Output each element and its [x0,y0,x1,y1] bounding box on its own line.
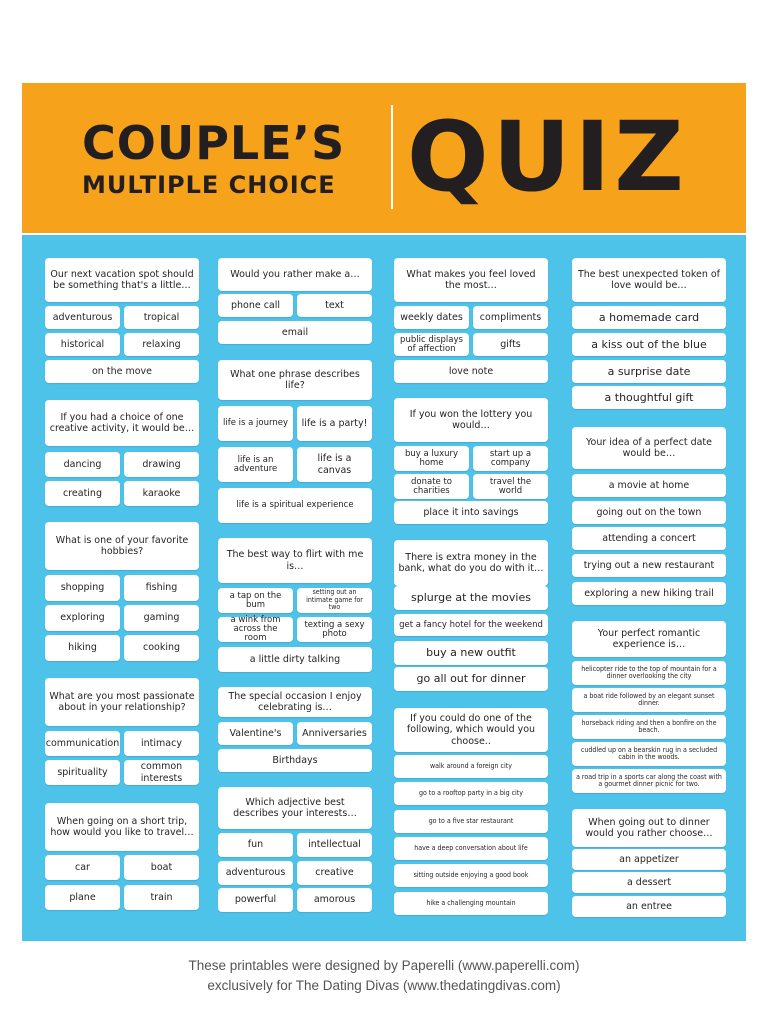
answer-option[interactable]: go all out for dinner [394,667,548,691]
answer-option[interactable]: place it into savings [394,501,548,524]
question-creative: If you had a choice of one creative activity, it would be… [45,400,199,446]
question-trip: When going on a short trip, how would you like to travel… [45,803,199,851]
question-perfect-date: Your idea of a perfect date would be… [572,427,726,469]
footer-line-2: exclusively for The Dating Divas (www.thedatingdivas.com) [207,978,561,993]
question-token: The best unexpected token of love would be… [572,258,726,302]
question-phrase: What one phrase describes life? [218,360,372,400]
answer-option[interactable]: creating [45,481,120,506]
title-quiz: QUIZ [407,101,688,213]
title-multiple-choice: MULTIPLE CHOICE [82,171,336,199]
answer-option[interactable]: Valentine's [218,722,293,745]
answer-option[interactable]: creative [297,861,372,885]
title-divider [391,105,393,209]
answer-option[interactable]: amorous [297,888,372,912]
answer-option[interactable]: text [297,294,372,317]
answer-option[interactable]: compliments [473,306,548,329]
answer-option[interactable]: exploring a new hiking trail [572,582,726,605]
question-adjective: Which adjective best describes your interests… [218,787,372,829]
answer-option[interactable]: start up a company [473,446,548,471]
question-loved: What makes you feel loved the most… [394,258,548,302]
answer-option[interactable]: gifts [473,333,548,356]
answer-option[interactable]: phone call [218,294,293,317]
answer-option[interactable]: spirituality [45,760,120,785]
answer-option[interactable]: a boat ride followed by an elegant sunset dinner. [572,688,726,712]
question-passionate: What are you most passionate about in your relationship? [45,678,199,726]
title-banner [22,83,746,233]
answer-option[interactable]: Anniversaries [297,722,372,745]
answer-option[interactable]: donate to charities [394,474,469,499]
answer-option[interactable]: plane [45,885,120,910]
question-make-a: Would you rather make a… [218,258,372,291]
answer-option[interactable]: helicopter ride to the top of mountain for a dinner overlooking the city [572,661,726,685]
question-hobbies: What is one of your favorite hobbies? [45,522,199,570]
footer-credits [0,956,768,996]
answer-option[interactable]: an entree [572,896,726,917]
answer-option[interactable]: weekly dates [394,306,469,329]
answer-option[interactable]: tropical [124,306,199,329]
answer-option[interactable]: walk around a foreign city [394,755,548,778]
answer-option[interactable]: communication [45,731,120,756]
answer-option[interactable]: life is a party! [297,406,372,441]
answer-option[interactable]: cuddled up on a bearskin rug in a secluded cabin in the woods. [572,742,726,766]
answer-option[interactable]: setting out an intimate game for two [297,588,372,613]
answer-option[interactable]: a homemade card [572,306,726,329]
answer-option[interactable]: gaming [124,605,199,631]
answer-option[interactable]: have a deep conversation about life [394,837,548,860]
answer-option[interactable]: a road trip in a sports car along the coast with a gourmet dinner picnic for two. [572,769,726,793]
answer-option[interactable]: sitting outside enjoying a good book [394,864,548,887]
answer-option[interactable]: life is a canvas [297,447,372,482]
question-one-of-following: If you could do one of the following, which would you choose.. [394,708,548,752]
answer-option[interactable]: email [218,321,372,344]
question-dinner: When going out to dinner would you rather choose… [572,809,726,847]
answer-option[interactable]: intellectual [297,833,372,857]
answer-option[interactable]: karaoke [124,481,199,506]
answer-option[interactable]: boat [124,855,199,880]
answer-option[interactable]: a kiss out of the blue [572,333,726,356]
answer-option[interactable]: life is an adventure [218,447,293,482]
answer-option[interactable]: travel the world [473,474,548,499]
answer-option[interactable]: a dessert [572,872,726,893]
question-flirt: The best way to flirt with me is… [218,538,372,583]
footer-line-1: These printables were designed by Paperelli (www.paperelli.com) [188,958,580,973]
answer-option[interactable]: fun [218,833,293,857]
answer-option[interactable]: go to a rooftop party in a big city [394,782,548,805]
answer-option[interactable]: adventurous [45,306,120,329]
answer-option[interactable]: splurge at the movies [394,586,548,610]
answer-option[interactable]: historical [45,333,120,356]
answer-option[interactable]: buy a new outfit [394,641,548,665]
answer-option[interactable]: car [45,855,120,880]
answer-option[interactable]: hike a challenging mountain [394,892,548,915]
answer-option[interactable]: horseback riding and then a bonfire on the beach. [572,715,726,739]
answer-option[interactable]: shopping [45,575,120,601]
answer-option[interactable]: a surprise date [572,360,726,383]
answer-option[interactable]: powerful [218,888,293,912]
answer-option[interactable]: hiking [45,635,120,661]
answer-option[interactable]: life is a journey [218,406,293,441]
answer-option[interactable]: dancing [45,452,120,477]
question-occasion: The special occasion I enjoy celebrating is… [218,687,372,717]
answer-option[interactable]: a thoughtful gift [572,386,726,409]
answer-option[interactable]: relaxing [124,333,199,356]
answer-option[interactable]: an appetizer [572,849,726,870]
question-romantic: Your perfect romantic experience is… [572,621,726,657]
answer-option[interactable]: a wink from across the room [218,617,293,642]
answer-option[interactable]: drawing [124,452,199,477]
answer-option[interactable]: buy a luxury home [394,446,469,471]
answer-option[interactable]: common interests [124,760,199,785]
answer-option[interactable]: texting a sexy photo [297,617,372,642]
answer-option[interactable]: on the move [45,360,199,383]
answer-option[interactable]: trying out a new restaurant [572,554,726,577]
answer-option[interactable]: Birthdays [218,749,372,772]
answer-option[interactable]: life is a spiritual experience [218,488,372,523]
question-vacation: Our next vacation spot should be something that's a little… [45,258,199,302]
answer-option[interactable]: fishing [124,575,199,601]
answer-option[interactable]: a little dirty talking [218,647,372,672]
answer-option[interactable]: adventurous [218,861,293,885]
answer-option[interactable]: train [124,885,199,910]
answer-option[interactable]: a tap on the bum [218,588,293,613]
answer-option[interactable]: attending a concert [572,527,726,550]
answer-option[interactable]: public displays of affection [394,333,469,356]
answer-option[interactable]: intimacy [124,731,199,756]
quiz-board [22,235,746,941]
title-couples: COUPLE’S [82,116,346,170]
answer-option[interactable]: get a fancy hotel for the weekend [394,614,548,636]
question-lottery: If you won the lottery you would… [394,398,548,442]
answer-option[interactable]: a movie at home [572,474,726,497]
answer-option[interactable]: going out on the town [572,501,726,524]
answer-option[interactable]: exploring [45,605,120,631]
answer-option[interactable]: love note [394,360,548,383]
answer-option[interactable]: cooking [124,635,199,661]
question-extra-money: There is extra money in the bank, what do you do with it… [394,540,548,586]
answer-option[interactable]: go to a five star restaurant [394,810,548,833]
